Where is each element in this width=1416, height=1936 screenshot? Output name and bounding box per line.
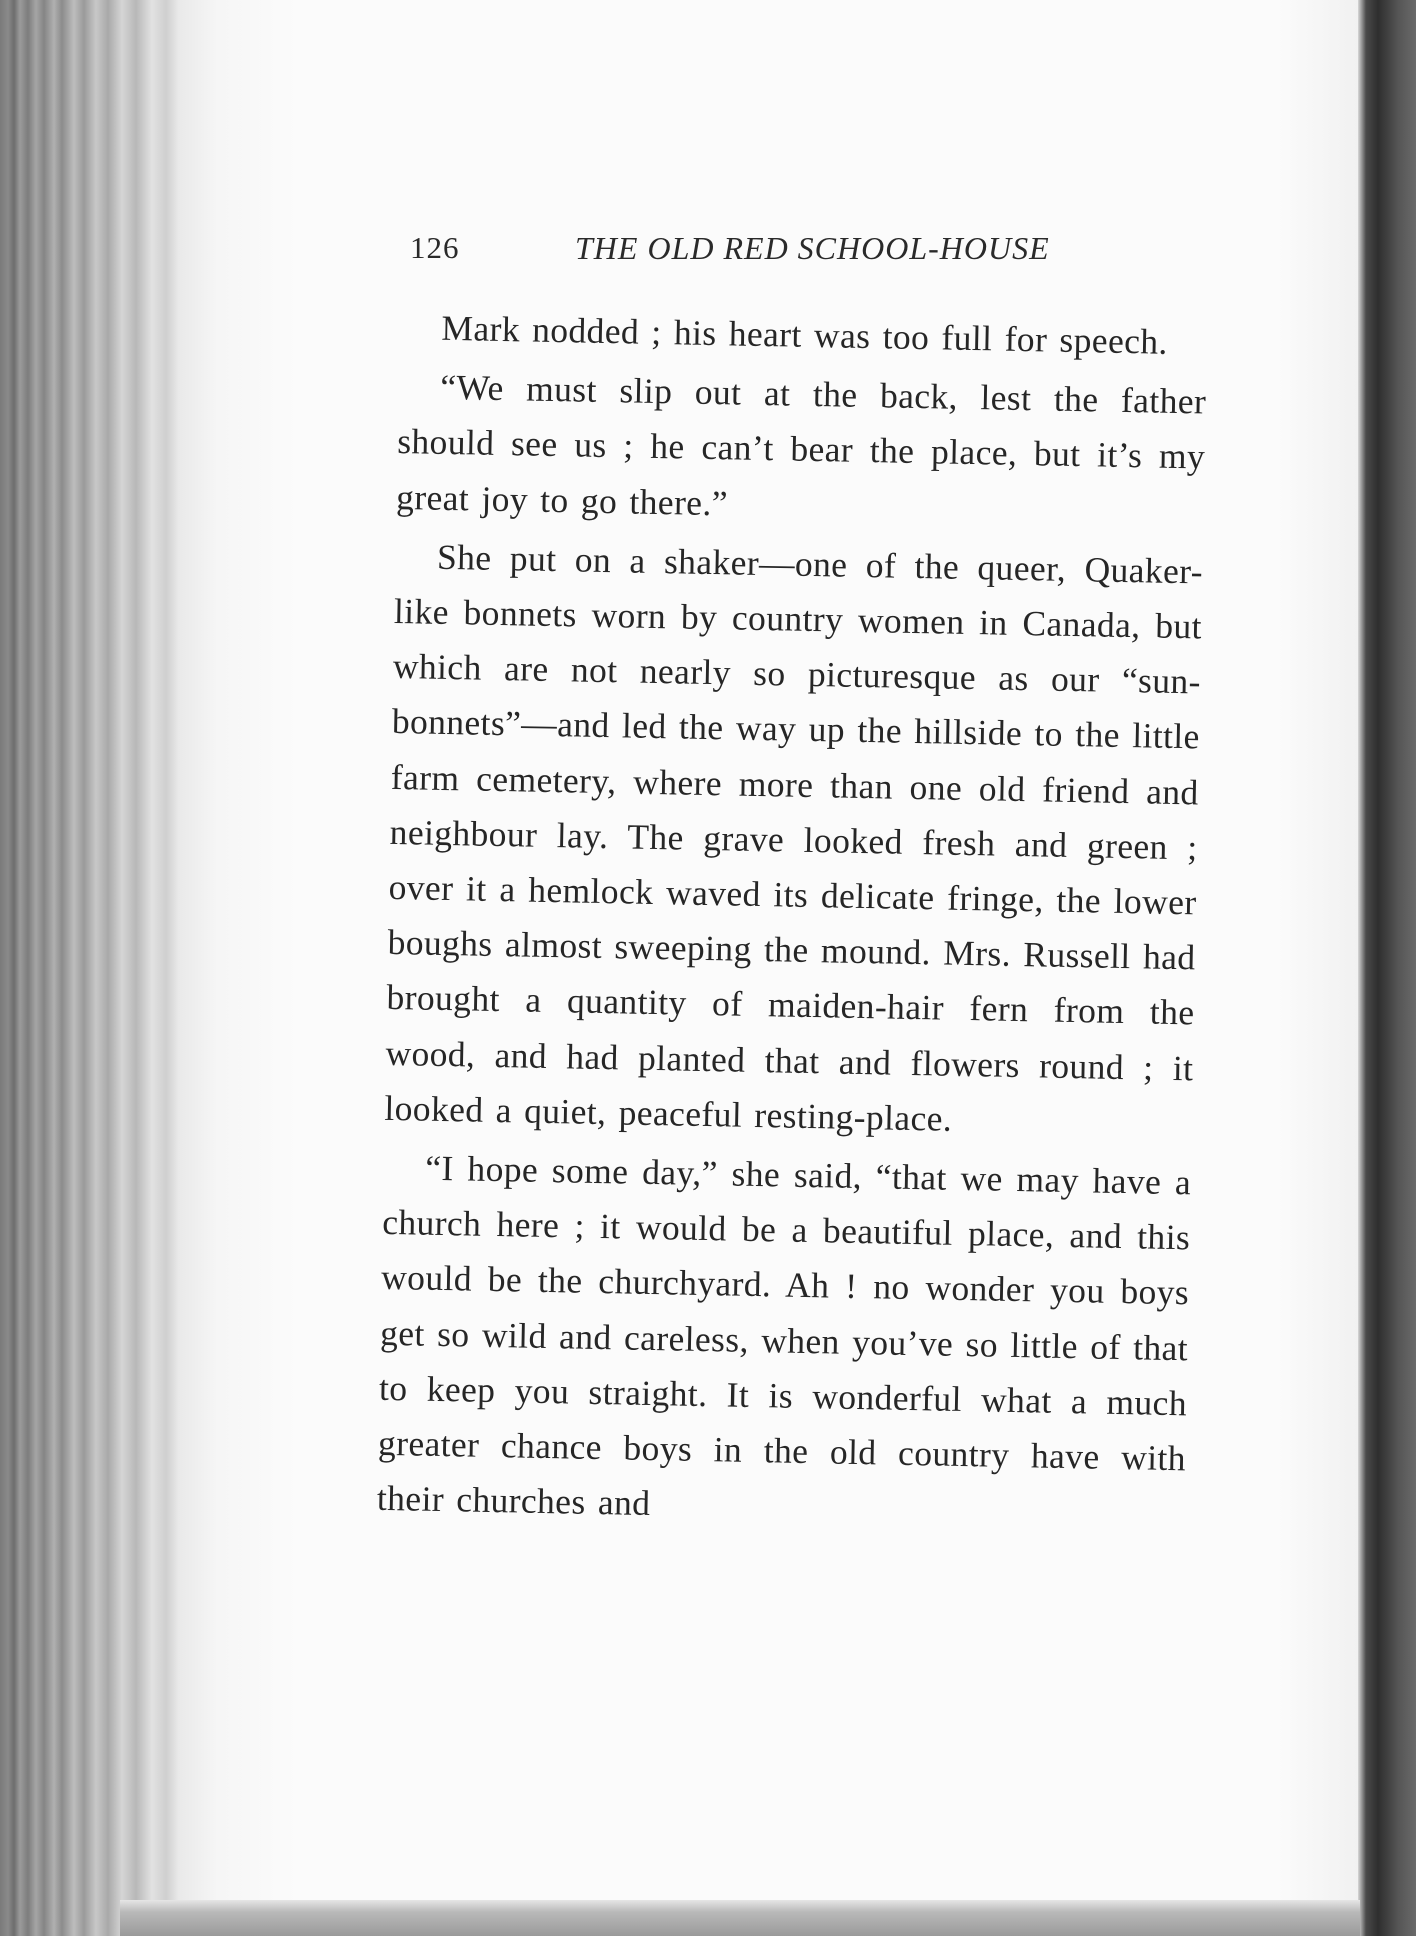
paragraph-3: She put on a shaker—one of the queer, Quaker-like bonnets worn by country women in Canada, but which are not nearly so picturesque as our “sun-bonnets”—and led the way up the hillside to the little farm cemetery, where more than one old friend and neighbour lay. The grave looked fresh and green ; over it a hemlock waved its delicate fringe, the lower boughs almost sweeping the mound. Mrs. Russell had brought a quantity of maiden-hair fern from the wood, and had planted that and flowers round ; it looked a quiet, peaceful resting-place. (384, 536, 1204, 1139)
bottom-page-edge (120, 1900, 1360, 1936)
running-title: THE OLD RED SCHOOL-HOUSE (575, 230, 1050, 266)
page-edges (0, 0, 190, 1936)
body-text (376, 300, 1207, 1546)
paragraph-1: Mark nodded ; his heart was too full for speech. (441, 307, 1169, 362)
binding-gutter (1358, 0, 1416, 1936)
page-number: 126 (410, 230, 460, 265)
paragraph-2: “We must slip out at the back, lest the father should see us ; he can’t bear the place, but it’s my great joy to go there.” (395, 366, 1207, 523)
running-head (410, 228, 1060, 288)
paragraph-4: “I hope some day,” she said, “that we may have a church here ; it would be a beautiful place, and this would be the churchyard. Ah ! no wonder you boys get so wild and careless, when you’ve so little of that to keep you straight. It is wonderful what a much greater chance boys in the old country have with their churches and (376, 1147, 1192, 1524)
